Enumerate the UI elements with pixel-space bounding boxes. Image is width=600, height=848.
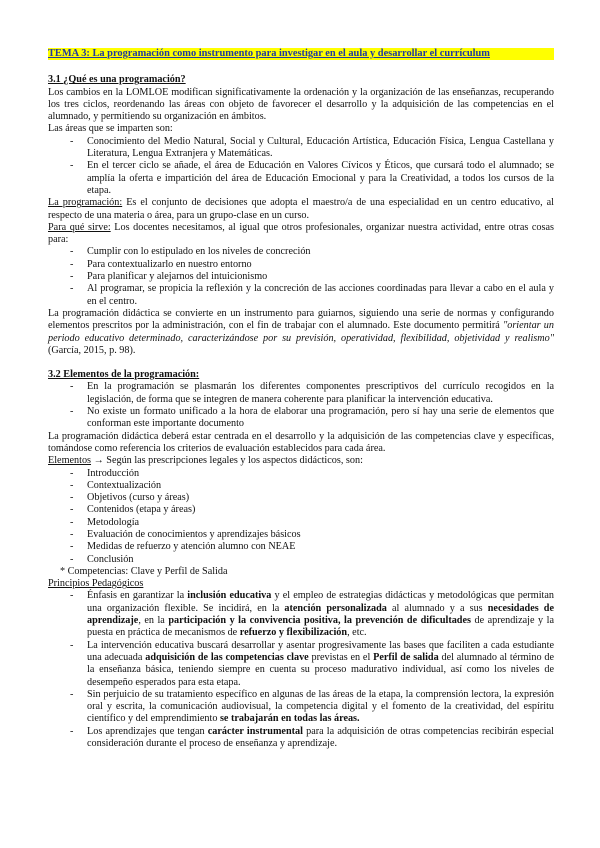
text-run: Énfasis en garantizar la	[87, 590, 188, 602]
paragraph	[48, 222, 554, 247]
section-heading-3-2: 3.2 Elementos de la programación:	[48, 369, 200, 381]
elements-intro-list	[48, 381, 554, 430]
emphasis: se trabajarán en todas las áreas.	[219, 713, 360, 725]
elements-label: Elementos	[48, 455, 92, 467]
page-title: TEMA 3: La programación como instrumento para investigar en el aula y desarrollar el currículum	[48, 48, 554, 60]
list-item	[70, 726, 554, 751]
paragraph: Las áreas que se imparten son:	[48, 123, 173, 135]
paragraph	[48, 308, 554, 357]
text-run: del alumnado al término de la enseñanza básica, teniendo siempre en cuenta su proceso madurativo individual, así como los niveles de desempeño esperados para esta etapa.	[87, 651, 554, 688]
purpose-text: Los docentes necesitamos, al igual que otros profesionales, organizar nuestra actividad, entre otras cosas para:	[48, 221, 554, 246]
list-item: - Conocimiento del Medio Natural, Social y Cultural, Educación Artística, Educación Física, Lengua Castellana y Literatura, Lengua Extranjera y Matemáticas.	[70, 136, 554, 161]
text-run: Sin perjuicio de su tratamiento específico en algunas de las áreas de la etapa, la comprensión lectora, la expresión oral y escrita, la comunicación audiovisual, la competencia digital y el fomento de la creatividad, del espíritu científico y del emprendimiento	[87, 688, 554, 725]
list-item: - Evaluación de conocimientos y aprendizajes básicos	[70, 529, 554, 541]
list-item: - Contenidos (etapa y áreas)	[70, 504, 554, 516]
definition-text: Es el conjunto de decisiones que adopta el maestro/a de una especialidad en un centro educativo, al respecto de una materia o área, para un grupo-clase en un curso.	[48, 197, 554, 221]
list-item: - Al programar, se propicia la reflexión y la concreción de las acciones coordinadas para llevar a cabo en el aula y en el centro.	[70, 283, 554, 308]
text-run: para la adquisición de otras competencias recibirán especial consideración durante el proceso de enseñanza y aprendizaje.	[87, 725, 554, 750]
list-item: - Contextualización	[70, 480, 554, 492]
emphasis: carácter instrumental	[207, 725, 303, 737]
list-item: - Medidas de refuerzo y atención alumno con NEAE	[70, 541, 554, 553]
definition-label: La programación:	[48, 197, 123, 209]
list-item	[70, 689, 554, 726]
list-item: - Objetivos (curso y áreas)	[70, 492, 554, 504]
emphasis: necesidades de aprendizaje	[87, 602, 554, 627]
list-item: - No existe un formato unificado a la hora de elaborar una programación, pero sí hay una serie de elementos que conforman este importante documento	[70, 406, 554, 431]
list-item	[70, 640, 554, 689]
list-item: - En la programación se plasmarán los diferentes componentes prescriptivos del currículo recogidos en la legislación, de forma que se integren de manera coherente para planificar la intervención educativa.	[70, 381, 554, 406]
paragraph: Los cambios en la LOMLOE modifican significativamente la ordenación y la organización de las enseñanzas, recuperando los tres ciclos, reordenando las áreas con objeto de favorecer el desarrollo y la adquisición de las competencias en el alumnado, y permitiendo su organización en ámbitos.	[48, 86, 554, 123]
text-run: , etc.	[347, 627, 367, 639]
text-run: y el empleo de estrategias didácticas y metodológicas que permitan una organización flexible. Se incidirá, en la	[87, 590, 554, 614]
principles-list	[48, 590, 554, 750]
list-item: - Cumplir con lo estipulado en los niveles de concreción	[70, 246, 554, 258]
purpose-list	[48, 246, 554, 307]
list-item: - Introducción	[70, 468, 554, 480]
citation: (García, 2015, p. 98).	[48, 344, 136, 356]
elements-text: → Según las prescripciones legales y los aspectos didácticos, son:	[91, 455, 363, 467]
emphasis: refuerzo y flexibilización	[239, 627, 348, 639]
text-run: al alumnado y a sus	[386, 602, 488, 614]
quote: "orientar un periodo educativo determinado, caracterizándose por su previsión, operatividad, flexibilidad, objetividad y realismo"	[48, 320, 554, 344]
purpose-label: Para qué sirve:	[48, 221, 111, 233]
note: * Competencias: Clave y Perfil de Salida	[60, 565, 228, 577]
paragraph	[48, 197, 554, 222]
emphasis: participación y la convivencia positiva, la prevención de dificultades	[168, 615, 471, 627]
elements-list	[48, 468, 554, 566]
text-run: La intervención educativa buscará desarrollar y asentar progresivamente las bases que faciliten a cada estudiante una adecuada	[87, 639, 554, 663]
emphasis: inclusión educativa	[187, 590, 272, 602]
principles-label: Principios Pedagógicos	[48, 578, 144, 590]
text-run: , en la	[138, 615, 169, 627]
list-item: - Para contextualizarlo en nuestro entorno	[70, 259, 554, 271]
text-run: Los aprendizajes que tengan	[87, 725, 208, 737]
document-page	[48, 48, 554, 750]
text-run: La programación didáctica se convierte en un instrumento para guiarnos, siguiendo una serie de normas y configurando elementos prescritos por la administración, con el fin de trabajar con el alumnado. Este documento permitirá	[48, 307, 554, 332]
text-run: de aprendizaje y la puesta en práctica de mecanismos de	[87, 615, 554, 639]
paragraph: La programación didáctica deberá estar centrada en el desarrollo y la adquisición de las competencias clave y específicas, tomándose como referencia los criterios de evaluación establecidos para cada área.	[48, 430, 554, 454]
list-item: - Para planificar y alejarnos del intuicionismo	[70, 271, 554, 283]
emphasis: Perfil de salida	[373, 651, 439, 663]
emphasis: adquisición de las competencias clave	[145, 651, 309, 663]
emphasis: atención personalizada	[284, 602, 387, 614]
list-item: - Metodología	[70, 517, 554, 529]
paragraph	[48, 455, 554, 467]
text-run: previstas en el	[308, 651, 374, 663]
section-heading-3-1: 3.1 ¿Qué es una programación?	[48, 74, 186, 86]
list-item: - En el tercer ciclo se añade, el área de Educación en Valores Cívicos y Éticos, que cursará todo el alumnado; se amplía la oferta e impartición del área de Educación Emocional y para la Creatividad, a todos los cursos de la etapa.	[70, 160, 554, 197]
areas-list	[48, 136, 554, 197]
list-item	[70, 590, 554, 639]
list-item: - Conclusión	[70, 554, 554, 566]
